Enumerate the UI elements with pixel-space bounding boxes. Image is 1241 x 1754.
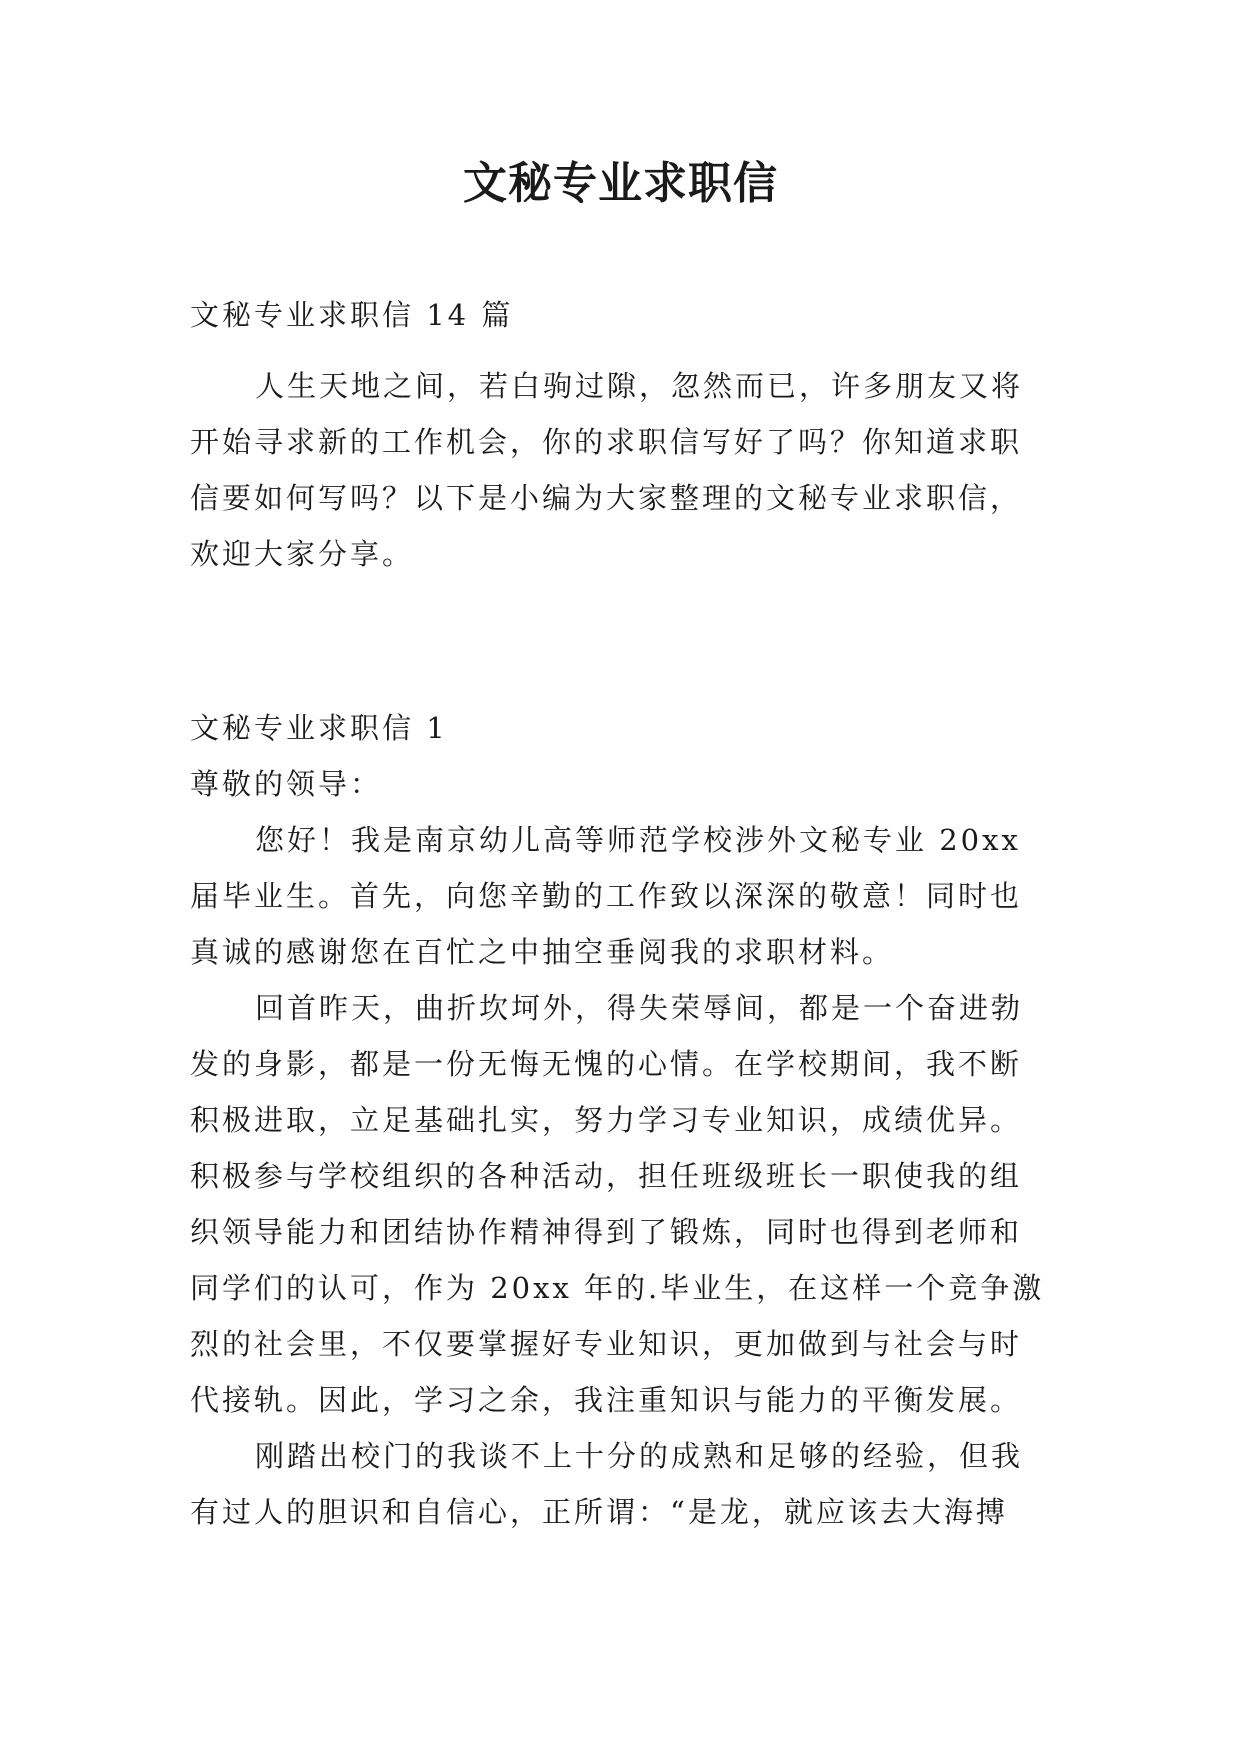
letter-salutation: 尊敬的领导： (190, 767, 383, 801)
document-subtitle: 文秘专业求职信 14 篇 (190, 298, 514, 332)
letter-heading: 文秘专业求职信 1 (190, 711, 448, 745)
paragraph-line: 同学们的认可，作为 20xx 年的.毕业生，在这样一个竞争激 (190, 1271, 1045, 1305)
paragraph-line: 真诚的感谢您在百忙之中抽空垂阅我的求职材料。 (190, 935, 895, 969)
paragraph-line: 代接轨。因此，学习之余，我注重知识与能力的平衡发展。 (190, 1383, 1023, 1417)
intro-line: 开始寻求新的工作机会，你的求职信写好了吗？你知道求职 (190, 425, 1023, 459)
paragraph-line: 您好！我是南京幼儿高等师范学校涉外文秘专业 20xx (255, 823, 1021, 857)
intro-line: 欢迎大家分享。 (190, 537, 415, 571)
paragraph-line: 刚踏出校门的我谈不上十分的成熟和足够的经验，但我 (255, 1439, 1024, 1473)
paragraph-line: 届毕业生。首先，向您辛勤的工作致以深深的敬意！同时也 (190, 879, 1023, 913)
document-title: 文秘专业求职信 (463, 158, 778, 209)
paragraph-line: 织领导能力和团结协作精神得到了锻炼，同时也得到老师和 (190, 1215, 1023, 1249)
intro-line: 人生天地之间，若白驹过隙，忽然而已，许多朋友又将 (255, 369, 1024, 403)
paragraph-line: 积极进取，立足基础扎实，努力学习专业知识，成绩优异。 (190, 1103, 1023, 1137)
paragraph-line: 烈的社会里，不仅要掌握好专业知识，更加做到与社会与时 (190, 1327, 1023, 1361)
paragraph-line: 回首昨天，曲折坎坷外，得失荣辱间，都是一个奋进勃 (255, 991, 1024, 1025)
paragraph-line: 积极参与学校组织的各种活动，担任班级班长一职使我的组 (190, 1159, 1023, 1193)
paragraph-line: 有过人的胆识和自信心，正所谓：“是龙，就应该去大海搏 (190, 1495, 1008, 1529)
paragraph-line: 发的身影，都是一份无悔无愧的心情。在学校期间，我不断 (190, 1047, 1023, 1081)
intro-line: 信要如何写吗？以下是小编为大家整理的文秘专业求职信， (190, 481, 1023, 515)
